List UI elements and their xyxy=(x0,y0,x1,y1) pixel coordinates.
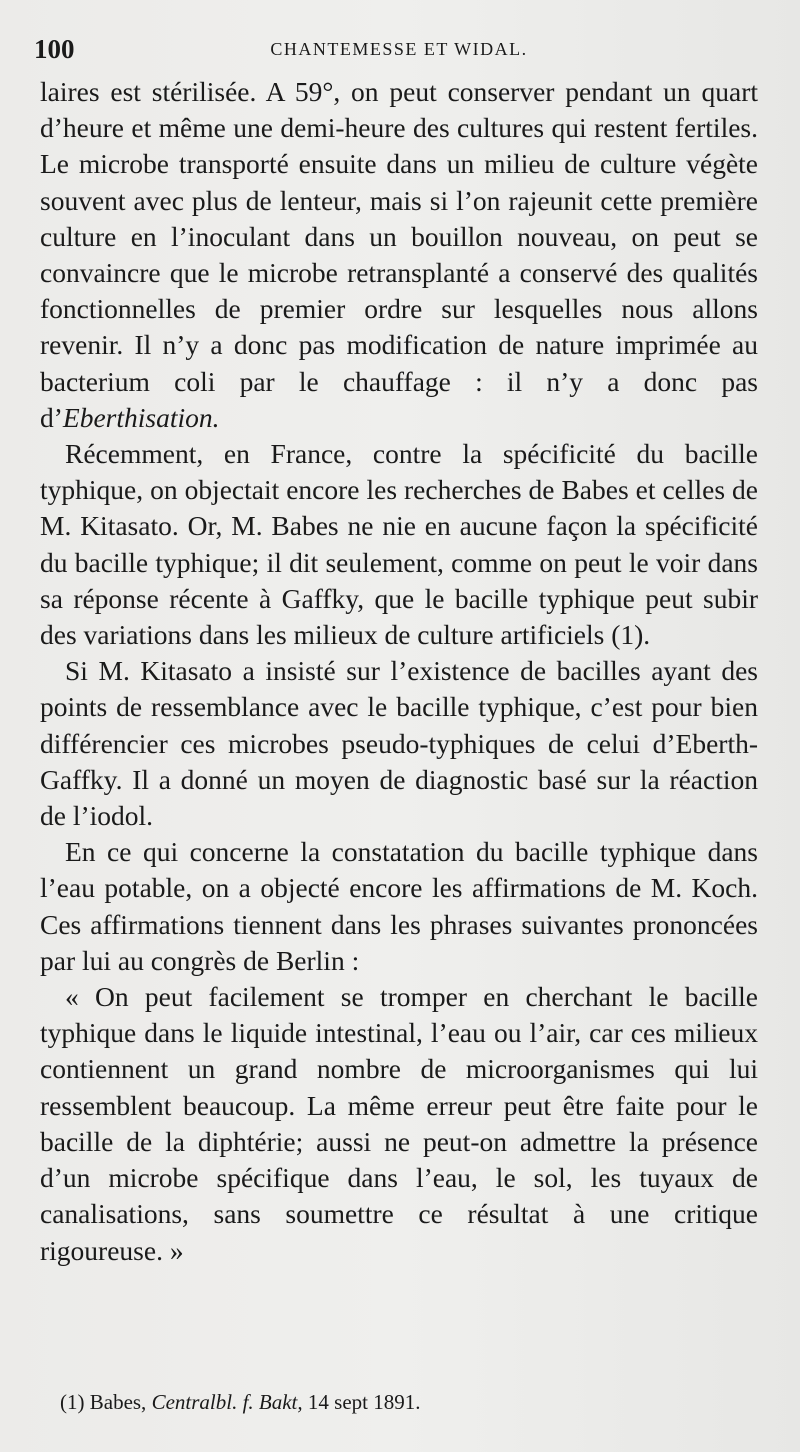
paragraph-4: En ce qui concerne la constatation du bacille typhique dans l’eau potable, on a objecté encore les affirmations de M. Koch. Ces affirmations tiennent dans les phrases suivantes prononcées par lui au congrès de Berlin : xyxy=(40,836,758,976)
paragraph-1-text: laires est stérilisée. A 59°, on peut conserver pendant un quart d’heure et même une demi-heure des cultures qui restent fertiles. Le microbe transporté ensuite dans un milieu de culture végète souvent avec plus de lenteur, mais si l’on rajeunit cette première culture en l’inoculant dans un bouillon nouveau, on peut se convaincre que le microbe retransplanté a conservé des qualités fonctionnelles de premier ordre sur lesquelles nous allons revenir. Il n’y a donc pas modification de nature imprimée au bacterium coli par le chauffage : il n’y a donc pas d’ xyxy=(40,76,758,433)
footnote-marker: (1) Babes, xyxy=(60,1390,152,1414)
paragraph-3: Si M. Kitasato a insisté sur l’existence de bacilles ayant des points de ressemblance avec le bacille typhique, c’est pour bien différencier ces microbes pseudo-typhiques de celui d’Eberth-Gaffky. Il a donné un moyen de diagnostic basé sur la réaction de l’iodol. xyxy=(40,655,758,832)
footnote xyxy=(60,1388,760,1416)
paragraph-1-emphasis: Eberthisation. xyxy=(62,401,220,433)
paragraph-2: Récemment, en France, contre la spécificité du bacille typhique, on objectait encore les recherches de Babes et celles de M. Kitasato. Or, M. Babes ne nie en aucune façon la spécificité du bacille typhique; il dit seulement, comme on peut le voir dans sa réponse récente à Gaffky, que le bacille typhique peut subir des variations dans les milieux de culture artificiels (1). xyxy=(40,438,758,651)
running-head: CHANTEMESSE ET WIDAL. xyxy=(270,39,528,59)
body-text xyxy=(40,74,758,1269)
paragraph-1 xyxy=(40,74,758,436)
footnote-journal: Centralbl. f. Bakt, xyxy=(151,1390,303,1414)
paragraph-5-quote: « On peut facilement se tromper en cherchant le bacille typhique dans le liquide intestinal, l’eau ou l’air, car ces milieux contiennent un grand nombre de microorganismes qui lui ressemblent beaucoup. La même erreur peut être faite pour le bacille de la diphtérie; aussi ne peut-on admettre la présence d’un microbe spécifique dans l’eau, le sol, les tuyaux de canalisations, sans soumettre ce résultat à une critique rigoureuse. » xyxy=(40,981,758,1266)
page-number: 100 xyxy=(34,34,75,64)
page-header xyxy=(34,34,764,74)
footnote-date: 14 sept 1891. xyxy=(302,1390,421,1414)
